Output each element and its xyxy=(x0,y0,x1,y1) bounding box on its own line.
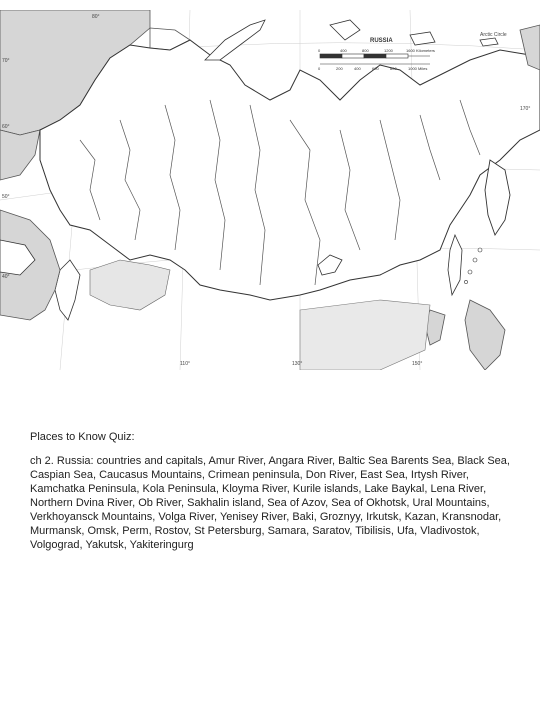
label-70-deg: 70° xyxy=(2,58,10,64)
label-arctic-circle: Arctic Circle xyxy=(480,32,507,38)
scale-top-400: 400 xyxy=(340,48,347,53)
scale-top-1200: 1200 xyxy=(384,48,393,53)
label-50-deg: 50° xyxy=(2,194,10,200)
scale-top-0: 0 xyxy=(318,48,321,53)
scale-bottom-0: 0 xyxy=(318,66,321,71)
label-110-deg: 110° xyxy=(180,361,190,367)
label-60-deg: 60° xyxy=(2,124,10,130)
label-170-deg: 170° xyxy=(520,106,531,112)
label-150-deg: 150° xyxy=(412,361,423,367)
scale-bottom-800: 800 xyxy=(390,66,397,71)
scale-top-1600: 1600 Kilometers xyxy=(406,48,435,53)
scale-top-800: 800 xyxy=(362,48,369,53)
scale-bottom-400: 400 xyxy=(354,66,361,71)
scale-bottom-600: 600 xyxy=(372,66,379,71)
scale-bottom-1000: 1000 Miles xyxy=(408,66,428,71)
label-130-deg: 130° xyxy=(292,361,303,367)
quiz-body: ch 2. Russia: countries and capitals, Amur River, Angara River, Baltic Sea Barents Sea, Black Sea, Caspian Sea, Caucasus Mountains, Crimean peninsula, Don River, East Sea, Irtysh River, Kamchatka Peninsula, Kola Peninsula, Kloyma River, Kurile islands, Lake Baykal, Lena River, Northern Dvina River, Ob River, Sakhalin island, Sea of Azov, Sea of Okhotsk, Ural Mountains, Verkhoyansck Mountains, Volga River, Yenisey River, Baki, Groznyy, Irkutsk, Kazan, Kransnodar, Murmansk, Omsk, Perm, Rostov, St Petersburg, Samara, Saratov, Tibilisis, Ufa, Vladivostok, Volgograd, Yakutsk, Yakiteringurg xyxy=(30,455,510,551)
quiz-section xyxy=(30,430,520,552)
label-80-deg: 80° xyxy=(92,14,100,20)
label-40-deg: 40° xyxy=(2,274,10,280)
map-svg xyxy=(0,10,540,370)
quiz-title: Places to Know Quiz: xyxy=(30,431,135,443)
scale-bottom-200: 200 xyxy=(336,66,343,71)
map-title: RUSSIA xyxy=(370,38,393,44)
russia-outline-map xyxy=(0,10,540,370)
